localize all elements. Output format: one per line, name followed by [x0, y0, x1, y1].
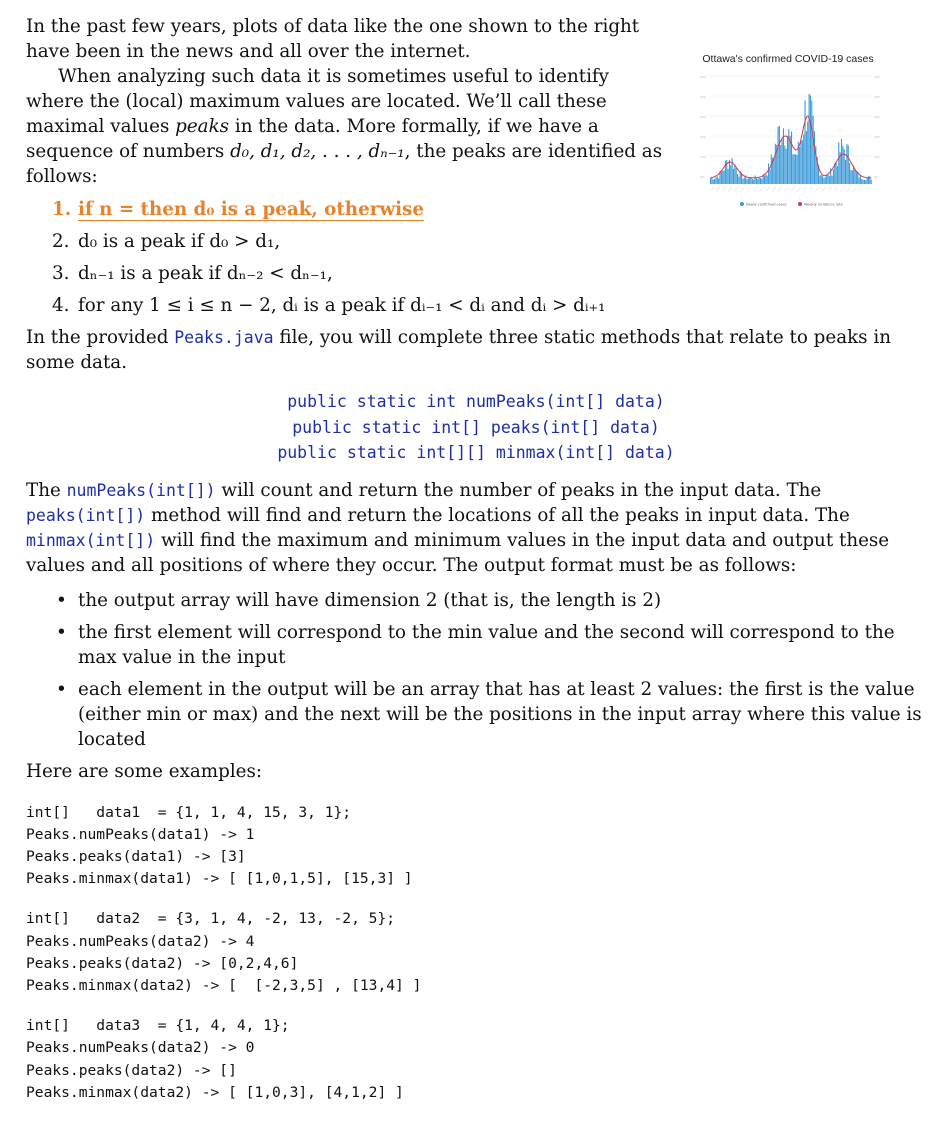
svg-text:400: 400: [700, 75, 706, 79]
x-tick: ——: [732, 185, 740, 193]
x-tick: ——: [801, 185, 809, 193]
chart-bar: [779, 126, 780, 184]
code-line: int[] data2 = {3, 1, 4, -2, 13, -2, 5};: [26, 910, 396, 928]
x-tick: ——: [720, 185, 728, 193]
chart-bar: [786, 149, 787, 184]
code-line: Peaks.numPeaks(data1) -> 1: [26, 825, 255, 843]
chart-bar: [861, 179, 862, 184]
chart-bar: [728, 169, 729, 184]
chart-bar: [753, 180, 754, 184]
list-item: • the first element will correspond to the min value and the second will correspond to the max value in the input: [78, 620, 926, 670]
chart-bar: [848, 145, 849, 184]
chart-bar: [734, 165, 735, 184]
chart-bar: [742, 179, 743, 184]
x-tick: ——: [770, 185, 778, 193]
x-tick: ——: [826, 185, 834, 193]
x-tick: ——: [707, 185, 715, 193]
chart-bar: [838, 142, 839, 184]
chart-bar: [764, 176, 765, 184]
intro-paragraph-1: In the past few years, plots of data like the one shown to the right have been in the news and all over the internet.: [26, 16, 640, 62]
chart-bar: [757, 179, 758, 184]
chart-bar: [829, 176, 830, 184]
x-tick: ——: [763, 185, 772, 193]
chart-bar: [775, 144, 776, 184]
x-tick: ——: [807, 185, 815, 193]
examples-heading: Here are some examples:: [26, 760, 263, 782]
chart-bar: [711, 178, 712, 184]
chart-bar: [784, 145, 785, 184]
code-line: int[] data3 = {1, 4, 4, 1};: [26, 1017, 290, 1035]
chart-bar: [794, 154, 795, 184]
legend-label-2: Weekly incidence rate: [804, 202, 843, 207]
code-line: Peaks.numPeaks(data2) -> 4: [26, 932, 255, 950]
chart-bar: [730, 165, 731, 184]
output-format-list: [26, 588, 926, 752]
chart-bar: [752, 179, 753, 184]
example-block-1: [26, 802, 926, 891]
svg-text:150: 150: [874, 155, 880, 159]
chart-bar: [837, 166, 838, 184]
code-line: int[] data1 = {1, 1, 4, 15, 3, 1};: [26, 803, 352, 821]
chart-bar: [849, 163, 850, 184]
signature-minmax: public static int[][] minmax(int[] data): [277, 443, 675, 462]
rule-1-highlighted: if n = then d₀ is a peak, otherwise: [78, 199, 424, 220]
chart-bar: [792, 154, 793, 184]
x-tick: ——: [851, 185, 859, 193]
example-block-3: [26, 1015, 926, 1104]
chart-bar: [800, 141, 801, 184]
svg-text:150: 150: [700, 155, 706, 159]
rule-item: 3. dₙ₋₁ is a peak if dₙ₋₂ < dₙ₋₁,: [52, 263, 333, 284]
chart-bar: [836, 162, 837, 184]
svg-text:250: 250: [700, 115, 706, 119]
chart-bar: [807, 122, 808, 184]
chart-title: Ottawa's confirmed COVID-19 cases: [702, 53, 874, 65]
chart-bar: [813, 116, 814, 184]
code-line: Peaks.peaks(data2) -> [0,2,4,6]: [26, 954, 299, 972]
x-tick: ——: [782, 185, 790, 193]
x-tick: ——: [832, 185, 840, 193]
chart-bar: [841, 139, 842, 184]
chart-bar: [782, 139, 783, 184]
chart-bar: [717, 176, 718, 184]
chart-bar: [863, 180, 864, 184]
signature-peaks: public static int[] peaks(int[] data): [292, 417, 660, 437]
chart-bar: [769, 169, 770, 184]
chart-bar: [767, 176, 768, 184]
chart-bar: [826, 175, 827, 184]
filename-peaks-java: Peaks.java: [174, 328, 274, 347]
x-tick: ——: [751, 185, 759, 193]
chart-bar: [780, 145, 781, 184]
chart-bar: [852, 170, 853, 184]
chart-bar: [724, 170, 725, 184]
chart-bar: [809, 94, 810, 184]
chart-bar: [737, 174, 738, 184]
chart-bar: [746, 179, 747, 184]
rule-item: 4. for any 1 ≤ i ≤ n − 2, dᵢ is a peak if dᵢ₋₁ < dᵢ and dᵢ > dᵢ₊₁: [52, 295, 606, 316]
chart-bar: [832, 176, 833, 184]
chart-bar: [799, 147, 800, 184]
chart-bar: [833, 169, 834, 184]
chart-bar: [846, 144, 847, 184]
chart-bar: [710, 178, 711, 184]
chart-bar: [814, 131, 815, 184]
chart-bar: [736, 168, 737, 184]
chart-bar: [827, 174, 828, 184]
chart-bar: [721, 171, 722, 184]
svg-text:50: 50: [874, 175, 878, 179]
chart-bar: [755, 176, 756, 184]
chart-bar: [854, 169, 855, 184]
chart-bar: [725, 161, 726, 184]
code-line: Peaks.peaks(data2) -> []: [26, 1061, 237, 1079]
svg-text:300: 300: [700, 95, 706, 99]
chart-bar: [744, 178, 745, 184]
x-tick: ——: [726, 185, 734, 193]
covid-chart-figure: [690, 52, 886, 212]
chart-bar: [803, 135, 804, 184]
chart-bar: [821, 175, 822, 184]
peaks-term: peaks: [175, 116, 230, 137]
chart-bar: [806, 131, 807, 184]
code-line: Peaks.minmax(data2) -> [ [-2,3,5] , [13,4] ]: [26, 976, 422, 994]
chart-bar: [802, 140, 803, 184]
methods-description: The numPeaks(int[]) will count and return the number of peaks in the input data. The peaks(int[]) method will find and return the locations of all the peaks in input data. The minmax(int[]) will find the maximum and minimum values in the input data and output these values and all positions of where they occur. The output format must be as follows:: [26, 479, 890, 576]
svg-text:50: 50: [700, 175, 704, 179]
chart-bar: [796, 155, 797, 184]
chart-bar: [759, 177, 760, 184]
rule-item: 2. d₀ is a peak if d₀ > d₁,: [52, 231, 281, 252]
example-block-2: [26, 908, 926, 997]
x-tick: ——: [857, 185, 865, 193]
chart-bar: [795, 154, 796, 184]
chart-bar: [865, 180, 866, 184]
chart-bar: [811, 101, 812, 184]
code-line: Peaks.minmax(data2) -> [ [1,0,3], [4,1,2] ]: [26, 1083, 404, 1101]
code-line: Peaks.numPeaks(data2) -> 0: [26, 1039, 255, 1057]
chart-bar: [765, 175, 766, 184]
x-tick: ——: [813, 185, 821, 193]
chart-bar: [778, 127, 779, 184]
chart-bar: [788, 129, 789, 184]
method-signatures: [26, 389, 926, 466]
x-tick: ——: [757, 185, 765, 193]
chart-bar: [859, 178, 860, 184]
chart-bar: [805, 100, 806, 184]
chart-bar: [773, 159, 774, 184]
chart-bar: [738, 177, 739, 184]
chart-bar: [856, 172, 857, 184]
legend-label-1: Newly confirmed cases: [746, 202, 787, 207]
svg-text:250: 250: [874, 115, 880, 119]
chart-bar: [756, 178, 757, 184]
svg-text:300: 300: [874, 95, 880, 99]
covid-chart-image: [690, 66, 886, 212]
chart-bar: [822, 176, 823, 184]
rule-item: 1. if n = then d₀ is a peak, otherwise: [52, 199, 424, 220]
chart-bar: [842, 146, 843, 184]
x-tick: ——: [795, 185, 803, 193]
chart-bar: [867, 178, 868, 184]
x-tick: ——: [820, 185, 828, 193]
x-tick: ——: [776, 185, 784, 193]
chart-bar: [864, 180, 865, 184]
chart-bar: [713, 180, 714, 184]
list-item: • each element in the output will be an array that has at least 2 values: the first is the value (either min or max) and the next will be the positions in the input array where this value is located: [78, 677, 926, 752]
x-tick: ——: [863, 185, 871, 193]
chart-bar: [850, 170, 851, 184]
chart-bar: [749, 178, 750, 184]
svg-text:200: 200: [700, 135, 706, 139]
chart-bar: [715, 177, 716, 184]
chart-bar: [718, 178, 719, 184]
x-tick: ——: [788, 185, 796, 193]
chart-bar: [819, 176, 820, 184]
x-tick: ——: [745, 185, 753, 193]
list-item: • the output array will have dimension 2 (that is, the length is 2): [78, 588, 926, 613]
chart-bar: [791, 131, 792, 184]
chart-bar: [722, 171, 723, 184]
svg-text:400: 400: [874, 75, 880, 79]
chart-bar: [823, 178, 824, 184]
chart-bar: [787, 136, 788, 184]
chart-bar: [825, 177, 826, 184]
chart-bar: [761, 179, 762, 184]
x-tick: ——: [739, 185, 747, 193]
x-tick: ——: [714, 185, 722, 193]
signature-numpeaks: public static int numPeaks(int[] data): [287, 392, 665, 411]
chart-bar: [768, 163, 769, 184]
code-line: Peaks.peaks(data1) -> [3]: [26, 847, 246, 865]
chart-bar: [810, 95, 811, 184]
chart-bar: [771, 155, 772, 184]
sequence-notation: d₀, d₁, d₂, . . . , dₙ₋₁: [230, 141, 405, 162]
code-line: Peaks.minmax(data1) -> [ [1,0,1,5], [15,3] ]: [26, 870, 413, 888]
x-tick: ——: [844, 185, 853, 193]
intro-paragraph-2: When analyzing such data it is sometimes useful to identify where the (local) maximum values are located. We’ll call these maximal values peaks in the data. More formally, if we have a sequence of numbers d₀, d₁, d₂, . . . , dₙ₋₁, the peaks are identified as follows:: [26, 66, 663, 187]
chart-bar: [871, 180, 872, 184]
chart-bar: [760, 178, 761, 184]
chart-bar: [729, 160, 730, 184]
provided-file-paragraph: In the provided Peaks.java file, you will complete three static methods that relate to peaks in some data.: [26, 327, 891, 373]
chart-bar: [845, 160, 846, 184]
chart-bar: [733, 169, 734, 184]
chart-bar: [714, 179, 715, 184]
svg-text:200: 200: [874, 135, 880, 139]
x-tick: ——: [838, 185, 846, 193]
chart-bar: [748, 178, 749, 184]
